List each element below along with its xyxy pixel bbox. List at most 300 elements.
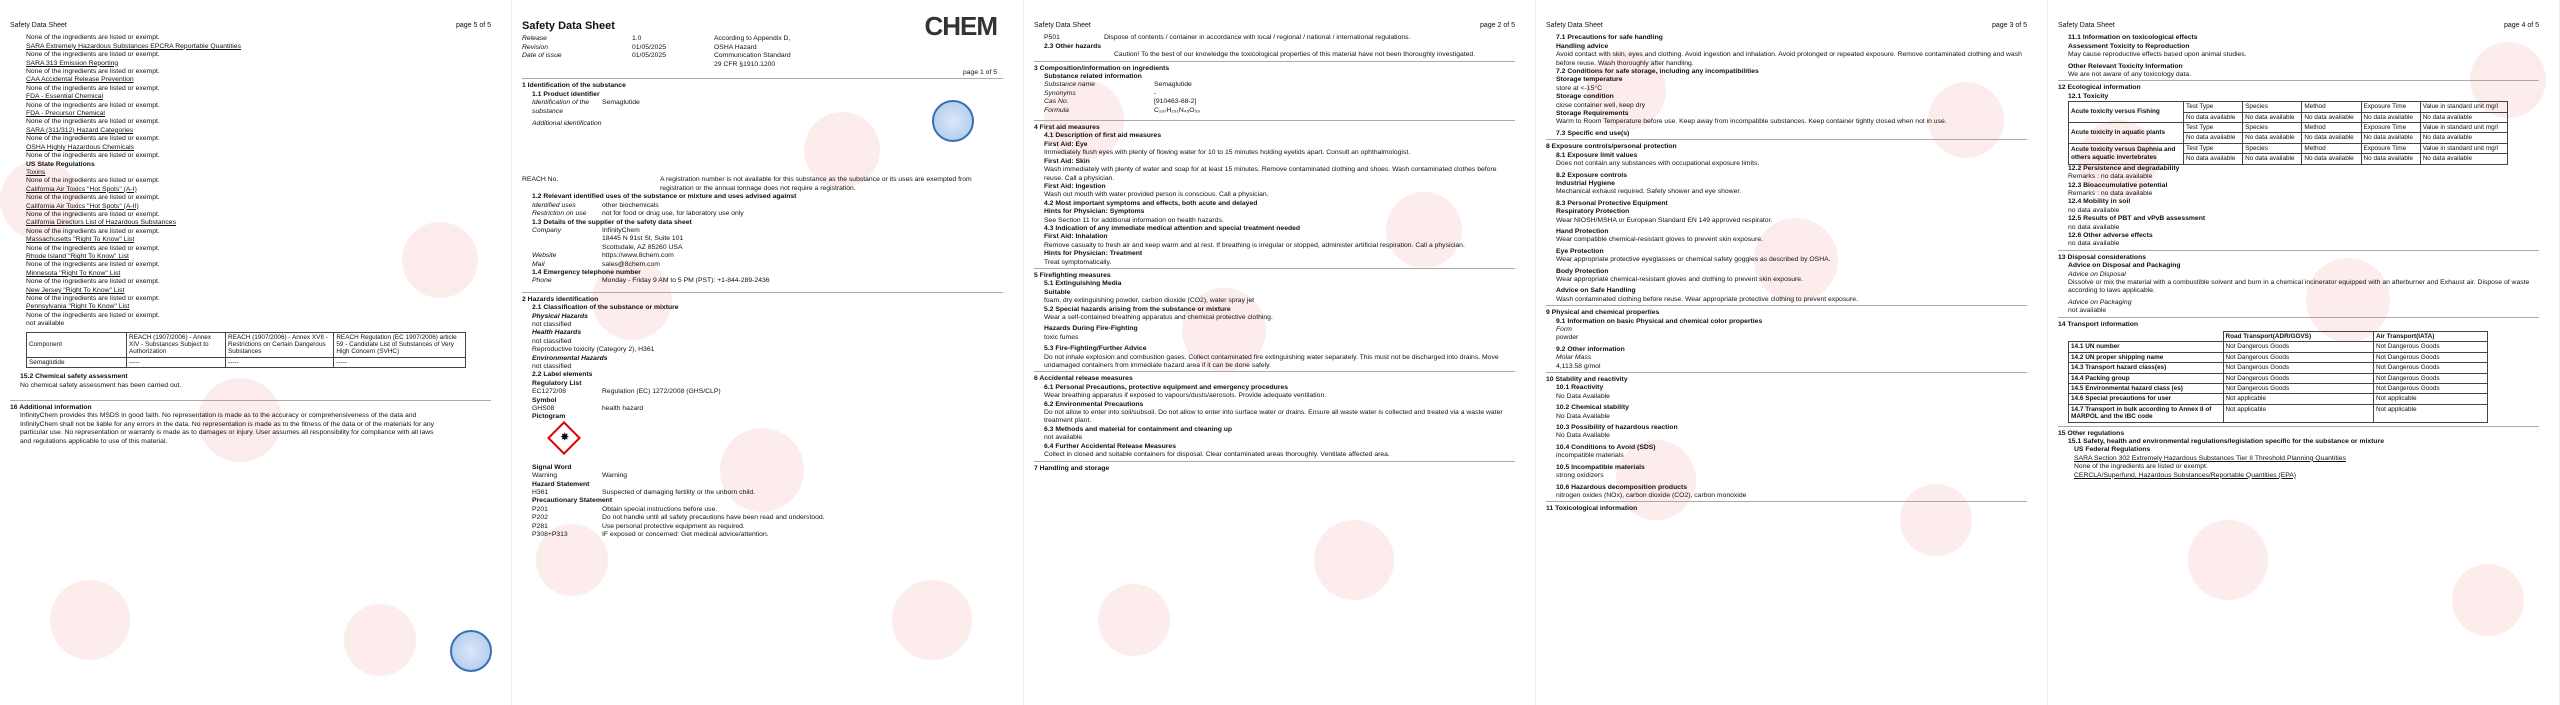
subsection-heading: 8.2 Exposure controls — [1556, 171, 1628, 179]
regulation-link[interactable]: California Directors List of Hazardous Substances — [26, 219, 176, 227]
table-cell: Not applicable — [2223, 394, 2374, 404]
field-value: close container well, keep dry — [1556, 101, 1646, 109]
field-label: Hand Protection — [1556, 227, 1609, 235]
table-cell: Not applicable — [2223, 404, 2374, 422]
company-seal-icon — [450, 630, 492, 672]
field-label: Hazard Statement — [532, 480, 590, 488]
table-cell: No data available — [2361, 133, 2420, 143]
table-row — [2069, 384, 2488, 394]
section-heading: 15 Other regulations — [2058, 429, 2125, 437]
list-item: None of the ingredients are listed or exempt. — [26, 152, 160, 160]
section-heading: 10 Stability and reactivity — [1546, 376, 1628, 384]
field-label: First Aid: Skin — [1044, 157, 1090, 165]
subsection-heading: 9.2 Other information — [1556, 345, 1625, 353]
table-header-cell: Method — [2302, 143, 2361, 153]
table-row — [2069, 363, 2488, 373]
substance-name: Semaglutide — [602, 99, 640, 107]
subsection-heading: 6.4 Further Accidental Release Measures — [1044, 442, 1176, 450]
table-cell: No data available — [2243, 112, 2302, 122]
cas-number: [910463-68-2] — [1154, 98, 1197, 106]
field-label: Substance name — [1044, 81, 1096, 89]
page-number: page 4 of 5 — [2503, 22, 2539, 29]
table-row-label: 14.6 Special precautions for user — [2069, 394, 2224, 404]
field-label: Cas No. — [1044, 98, 1069, 106]
list-item: None of the ingredients are listed or exempt. — [26, 244, 160, 252]
field-value: Regulation (EC) 1272/2008 (GHS/CLP) — [602, 388, 721, 396]
table-cell: Not Dangerous Goods — [2374, 363, 2488, 373]
subsection-heading: 4.3 Indication of any immediate medical attention and special treatment needed — [1044, 224, 1301, 232]
field-value: See Section 11 for additional information on health hazards. — [1044, 216, 1224, 224]
field-value: Wash immediately with plenty of water and soap for at least 15 minutes. Remove contaminated clothing and shoes. Wash contaminated clothes before reuse. Call a physician. — [1044, 166, 1497, 182]
page-number: page 5 of 5 — [455, 22, 491, 29]
field-label: Hints for Physician: Symptoms — [1044, 208, 1145, 216]
field-value: May cause reproductive effects based upon animal studies. — [2068, 51, 2247, 59]
subsection-heading: 7.2 Conditions for safe storage, including any incompatibilities — [1556, 68, 1759, 76]
hazard-value: Reproductive toxicity (Category 2), H361 — [532, 346, 655, 354]
list-item: None of the ingredients are listed or exempt. — [26, 210, 160, 218]
reach-text: A registration number is not available for this substance as the substance or its uses are exempted from registration or the annual tonnage does not require a registration. — [660, 176, 972, 192]
table-header-cell: Component — [27, 332, 127, 357]
subsection-heading: 2.1 Classification of the substance or mixture — [532, 304, 679, 312]
header-title: Safety Data Sheet — [10, 22, 67, 29]
field-label: Website — [532, 252, 557, 260]
field-value: toxic fumes — [1044, 333, 1079, 341]
transport-table — [2068, 331, 2488, 423]
subsection-heading: 12.3 Bioaccumulative potential — [2068, 181, 2168, 189]
field-value: Mechanical exhaust required. Safety shower and eye shower. — [1556, 188, 1742, 196]
regulation-note: According to Appendix D, — [714, 35, 791, 43]
field-value: Wash contaminated clothing before reuse. Wear appropriate protective clothing to prevent exposure. — [1556, 295, 1858, 303]
field-value: Collect in closed and suitable containers for disposal. Clear contaminated areas thoroughly. Ventilate affected area. — [1044, 451, 1390, 459]
field-label: Storage temperature — [1556, 76, 1623, 84]
regulation-link[interactable]: CERCLA/Superfund, Hazardous Substances/Reportable Quantities (EPA) — [2074, 471, 2297, 479]
table-row — [2069, 143, 2508, 153]
field-value: other biochemicals — [602, 201, 659, 209]
field-value: not available — [2068, 307, 2107, 315]
field-label: Assessment Toxicity to Reproduction — [2068, 42, 2190, 50]
statement-code: P501 — [1044, 34, 1060, 42]
section-heading: 1 Identification of the substance — [522, 82, 626, 90]
release-label: Release — [522, 35, 547, 43]
subsection-heading: 15.1 Safety, health and environmental regulations/legislation specific for the substance or mixture — [2068, 438, 2385, 446]
header-title: Safety Data Sheet — [2058, 22, 2115, 29]
table-header-cell: Species — [2243, 143, 2302, 153]
section-heading: 13 Disposal considerations — [2058, 253, 2147, 261]
subsection-heading: 4.2 Most important symptoms and effects, both acute and delayed — [1044, 199, 1258, 207]
table-cell: Not applicable — [2374, 394, 2488, 404]
table-cell: No data available — [2184, 154, 2243, 164]
hazard-category: Health Hazards — [532, 329, 582, 337]
field-label: Respiratory Protection — [1556, 208, 1630, 216]
field-value: Treat symptomatically. — [1044, 258, 1112, 266]
field-value: no data available — [2068, 206, 2120, 214]
issue-value: 01/05/2025 — [632, 52, 667, 60]
table-cell: Not Dangerous Goods — [2374, 352, 2488, 362]
table-cell: No data available — [2302, 154, 2361, 164]
field-label: Synonyms — [1044, 89, 1076, 97]
company-name: InfinityChem — [602, 226, 640, 234]
table-header-cell: Method — [2302, 102, 2361, 112]
subsection-heading: 12.1 Toxicity — [2068, 92, 2109, 100]
federal-regulation-list — [26, 34, 491, 328]
subsection-heading: 2.3 Other hazards — [1044, 42, 1102, 50]
table-header-cell: Species — [2243, 123, 2302, 133]
table-row — [27, 332, 466, 357]
table-cell: Not Dangerous Goods — [2223, 352, 2374, 362]
field-value: - — [1154, 89, 1157, 97]
table-header-cell: Exposure Time — [2361, 143, 2420, 153]
subsection-heading: 10.6 Hazardous decomposition products — [1556, 483, 1688, 491]
subsection-heading: 10.4 Conditions to Avoid (SDS) — [1556, 443, 1656, 451]
section-heading: 3 Composition/information on ingredients — [1034, 64, 1170, 72]
field-value: strong oxidizers — [1556, 472, 1604, 480]
regulation-link[interactable]: FDA - Essential Chemical — [26, 93, 104, 101]
field-value: Remarks : no data available — [2068, 189, 2153, 197]
field-label: First Aid: Eye — [1044, 140, 1088, 148]
subsection-heading: 12.6 Other adverse effects — [2068, 231, 2153, 239]
table-cell: No data available — [2184, 112, 2243, 122]
table-cell: Not Dangerous Goods — [2223, 384, 2374, 394]
email-link[interactable]: sales@8chem.com — [602, 260, 660, 268]
field-label: Pictogram — [532, 413, 566, 421]
subsection-heading: Substance related information — [1044, 73, 1142, 81]
regulation-link[interactable]: Rhode Island "Right To Know" List — [26, 252, 129, 260]
field-label: Warning — [532, 472, 558, 480]
hazard-value: not classified — [532, 337, 572, 345]
table-row-label: 14.2 UN proper shipping name — [2069, 352, 2224, 362]
subsection-heading: 10.3 Possibility of hazardous reaction — [1556, 424, 1678, 432]
field-label: Other Relevant Toxicity Information — [2068, 62, 2183, 70]
table-row-label: 14.1 UN number — [2069, 342, 2224, 352]
company-address: 18445 N 91st St, Suite 101 — [602, 235, 684, 243]
table-cell: ----- — [334, 357, 466, 367]
field-label: GHS08 — [532, 405, 555, 413]
table-cell: No data available — [2420, 112, 2507, 122]
field-label: Storage condition — [1556, 93, 1614, 101]
regulation-link[interactable]: California Air Toxics "Hot Spots" (A-II) — [26, 202, 139, 210]
field-label: Mail — [532, 260, 545, 268]
table-cell: ----- — [127, 357, 226, 367]
field-label: REACH No. — [522, 176, 559, 184]
table-cell: No data available — [2361, 154, 2420, 164]
subsection-heading: 6.3 Methods and material for containment and cleaning up — [1044, 425, 1233, 433]
company-address: Scottsdale, AZ 85260 USA — [602, 243, 683, 251]
issue-label: Date of issue — [522, 52, 562, 60]
list-item: None of the ingredients are listed or exempt. — [26, 227, 160, 235]
signal-word: Warning — [602, 472, 628, 480]
table-header-cell: REACH (1907/2006) - Annex XVII - Restrictions on Certain Dangerous Substances — [226, 332, 334, 357]
table-cell: No data available — [2243, 154, 2302, 164]
table-row — [2069, 332, 2488, 342]
subsection-heading: 12.2 Persistence and degradability — [2068, 164, 2180, 172]
table-cell: No data available — [2243, 133, 2302, 143]
field-value: powder — [1556, 334, 1579, 342]
hazard-value: not classified — [532, 363, 572, 370]
subsection-heading: 8.3 Personal Protective Equipment — [1556, 199, 1668, 207]
table-row — [2069, 102, 2508, 112]
regulation-note: OSHA Hazard — [714, 43, 757, 51]
regulation-link[interactable]: Minnesota "Right To Know" List — [26, 269, 121, 277]
table-cell: No data available — [2420, 154, 2507, 164]
subsection-heading: 6.1 Personal Precautions, protective equipment and emergency procedures — [1044, 383, 1289, 391]
subsection-heading: 7.3 Specific end use(s) — [1556, 129, 1630, 137]
list-item: None of the ingredients are listed or exempt. — [26, 34, 160, 42]
subsection-heading: 8.1 Exposure limit values — [1556, 151, 1638, 159]
table-cell: Not Dangerous Goods — [2223, 373, 2374, 383]
sds-page-1 — [512, 0, 1024, 705]
list-item: None of the ingredients are listed or exempt. — [26, 101, 160, 109]
field-label: Hazards During Fire-Fighting — [1044, 325, 1138, 333]
field-label: Company — [532, 226, 562, 234]
table-row — [2069, 373, 2488, 383]
field-value: Avoid contact with skin, eyes and clothing. Avoid ingestion and inhalation. Avoid prolonged or repeated exposure. Remove contaminated clothing and wash before reuse. Wash thoroughly after handling. — [1556, 51, 2022, 67]
table-header-cell: Test Type — [2184, 123, 2243, 133]
table-cell: Not Dangerous Goods — [2374, 384, 2488, 394]
table-row-label: Acute toxicity versus Fishing — [2069, 102, 2184, 123]
field-label: US State Regulations — [26, 160, 95, 168]
section-heading: 11 Toxicological information — [1546, 505, 1638, 513]
table-header-cell: Method — [2302, 123, 2361, 133]
table-row-label: 14.3 Transport hazard class(es) — [2069, 363, 2224, 373]
statement-text: Dispose of contents / container in accordance with local / regional / national / international regulations. — [1104, 34, 1411, 42]
field-label: Storage Requirements — [1556, 110, 1629, 118]
table-header-cell: REACH Regulation (EC 1907/2006) article 59 - Candidate List of Substances of Very High Concern (SVHC) — [334, 332, 466, 357]
table-row-label: 14.4 Packing group — [2069, 373, 2224, 383]
field-label: First Aid: Ingestion — [1044, 182, 1106, 190]
field-label: Precautionary Statement — [532, 497, 613, 505]
statement-text: Obtain special instructions before use. — [602, 505, 718, 513]
phone-number: Monday - Friday 9 AM to 5 PM (PST): +1-844-289-2436 — [602, 277, 770, 285]
page-number: page 1 of 5 — [962, 69, 997, 77]
table-row — [2069, 352, 2488, 362]
field-label: Identified uses — [532, 201, 576, 209]
table-header-cell: Air Transport(IATA) — [2374, 332, 2488, 342]
field-value: No chemical safety assessment has been carried out. — [20, 381, 182, 389]
field-value: Semaglutide — [1154, 81, 1192, 89]
statement-text: Use personal protective equipment as required. — [602, 522, 745, 530]
header-title: Safety Data Sheet — [1034, 22, 1091, 29]
section-heading: 6 Accidental release measures — [1034, 375, 1133, 383]
field-label: Advice on Safe Handling — [1556, 287, 1636, 295]
field-label: Restriction on use — [532, 210, 587, 218]
table-cell: Not applicable — [2374, 404, 2488, 422]
regulation-link[interactable]: Pennsylvania "Right To Know" List — [26, 303, 130, 311]
list-item: None of the ingredients are listed or exempt. — [26, 194, 160, 202]
subsection-heading: 4.1 Description of first aid measures — [1044, 132, 1162, 140]
statement-code: H361 — [532, 489, 549, 497]
field-value: nitrogen oxides (NOx), carbon dioxide (CO2), carbon monoxide — [1556, 491, 1747, 499]
table-header-cell: Test Type — [2184, 102, 2243, 112]
chem-logo: CHEM — [924, 11, 997, 41]
table-header-cell: Exposure Time — [2361, 123, 2420, 133]
subsection-heading: 9.1 Information on basic Physical and chemical color properties — [1556, 317, 1763, 325]
page-title: Safety Data Sheet — [522, 20, 615, 32]
subsection-heading: 15.2 Chemical safety assessment — [20, 373, 128, 381]
subsection-heading: 1.1 Product identifier — [532, 90, 600, 98]
field-label: EC1272/08 — [532, 388, 567, 396]
section-heading: 16 Additional information — [10, 404, 92, 412]
section-heading: 7 Handling and storage — [1034, 464, 1110, 472]
field-value: not for food or drug use, for laboratory use only — [602, 210, 744, 218]
regulation-link[interactable]: SARA (311/312) Hazard Categories — [26, 126, 134, 134]
table-row — [2069, 123, 2508, 133]
field-value: not available — [1044, 434, 1083, 442]
table-row-label: Acute toxicity in aquatic plants — [2069, 123, 2184, 144]
field-label: Body Protection — [1556, 267, 1609, 275]
list-item: None of the ingredients are listed or exempt. — [26, 295, 160, 302]
subsection-heading: 5.2 Special hazards arising from the substance or mixture — [1044, 305, 1231, 313]
reach-table — [26, 332, 466, 369]
list-item: None of the ingredients are listed or exempt. — [26, 84, 160, 92]
field-value: health hazard — [602, 405, 644, 413]
field-label: Form — [1556, 326, 1572, 333]
table-header-cell — [2069, 332, 2224, 342]
table-cell: No data available — [2420, 133, 2507, 143]
section-heading: 14 Transport information — [2058, 320, 2139, 328]
disclaimer-text: InfinityChem provides this MSDS in good faith. No representation is made as to the accuracy or comprehensiveness of the data and InfinityChem shall not be liable for any errors in the data. No representation is made as to the fitness of the data or of the materials for any particular use. No representation or warranty is made as to damages or injury. User assumes all responsibility for compliance with all laws and regulations applicable to use of this material. — [20, 412, 435, 445]
table-row-label: Acute toxicity versus Daphnia and others aquatic invertebrates — [2069, 143, 2184, 164]
field-label: Industrial Hygiene — [1556, 179, 1615, 187]
field-label: Advice on Disposal — [2068, 270, 2126, 278]
field-value: store at <-15°C — [1556, 84, 1602, 92]
health-hazard-pictogram-icon: ✸ — [547, 421, 581, 455]
table-header-cell: Test Type — [2184, 143, 2243, 153]
field-label: Regulatory List — [532, 379, 582, 387]
field-value: Immediately flush eyes with plenty of flowing water for 10 to 15 minutes holding eyelids apart. Consult an ophthalmologist. — [1044, 149, 1411, 157]
subsection-heading: 12.5 Results of PBT and vPvB assessment — [2068, 215, 2206, 223]
regulation-note: Communication Standard — [714, 52, 791, 60]
revision-value: 01/05/2025 — [632, 43, 667, 51]
table-cell: Not Dangerous Goods — [2223, 342, 2374, 352]
field-label: Molar Mass — [1556, 354, 1592, 362]
field-value: Remove casualty to fresh air and keep warm and at rest. If breathing is irregular or stopped, administer artificial respiration. Call a physician. — [1044, 241, 1465, 249]
field-label: Phone — [532, 277, 552, 285]
table-header-cell: Exposure Time — [2361, 102, 2420, 112]
subsection-heading: 5.1 Extinguishing Media — [1044, 280, 1122, 288]
table-cell: No data available — [2302, 112, 2361, 122]
field-label: Additional identification — [532, 120, 602, 128]
field-value: no data available — [2068, 240, 2120, 248]
field-value: Wear breathing apparatus if exposed to vapours/dusts/aerosols. Provide adequate ventilation. — [1044, 392, 1327, 400]
table-row — [2069, 394, 2488, 404]
field-value: Dissolve or mix the material with a combustible solvent and burn in a chemical incinerator equipped with an afterburner and Exhaust air. Dispose of waste according to laws applicable. — [2068, 278, 2530, 295]
field-label: Symbol — [532, 396, 557, 404]
website-link[interactable]: https://www.8chem.com — [602, 252, 674, 260]
field-label: Formula — [1044, 106, 1069, 114]
field-value: No Data Available — [1556, 392, 1610, 400]
table-header-cell: Species — [2243, 102, 2302, 112]
regulation-link[interactable]: SARA Extremely Hazardous Substances EPCRA Reportable Quantities — [26, 42, 241, 50]
page-number: page 3 of 5 — [1991, 22, 2027, 29]
table-row — [2069, 342, 2488, 352]
field-label: Signal Word — [532, 463, 572, 471]
statement-text: Do not handle until all safety precautions have been read and understood. — [602, 514, 825, 522]
regulation-link[interactable]: Massachusetts "Right To Know" List — [26, 236, 135, 244]
regulation-link[interactable]: FDA - Precursor Chemical — [26, 110, 105, 118]
list-item: None of the ingredients are listed or exempt. — [26, 118, 160, 126]
table-cell: Not Dangerous Goods — [2374, 342, 2488, 352]
field-value: Do not inhale explosion and combustion gases. Collect contaminated fire extinguishing water separately. This must not be discharged into drains. Move undamaged containers from immediate hazard area if it can be done safely. — [1044, 353, 1499, 370]
field-label: Identification of the substance — [532, 99, 590, 115]
regulation-link[interactable]: CAA Accidental Release Prevention — [26, 76, 134, 84]
regulation-link[interactable]: California Air Toxics "Hot Spots" (A-I) — [26, 185, 137, 193]
field-value: Caution! To the best of our knowledge the toxicological properties of this material have not been thoroughly investigated. — [1114, 51, 1476, 59]
hazard-category: Environmental Hazards — [532, 354, 608, 362]
list-item: None of the ingredients are listed or exempt. — [26, 135, 160, 143]
field-value: Warm to Room Temperature before use. Keep away from incompatible substances. Keep container tightly closed when not in use. — [1556, 118, 1947, 126]
regulation-link[interactable]: New Jersey "Right To Know" List — [26, 286, 125, 294]
field-label: First Aid: Inhalation — [1044, 233, 1108, 241]
statement-text: Suspected of damaging fertility or the unborn child. — [602, 489, 756, 497]
regulation-link[interactable]: SARA Section 302 Extremely Hazardous Substances Tier II Threshold Planning Quantities — [2074, 454, 2346, 462]
release-value: 1.0 — [632, 35, 642, 43]
table-row — [2069, 404, 2488, 422]
subsection-heading: 1.3 Details of the supplier of the safety data sheet — [532, 218, 692, 226]
subsection-heading: 11.1 Information on toxicological effects — [2068, 34, 2198, 42]
sds-page-5 — [0, 0, 512, 705]
table-header-cell: REACH (1907/2006) - Annex XIV - Substances Subject to Authorization — [127, 332, 226, 357]
statement-code: P201 — [532, 505, 548, 513]
subsection-heading: Advice on Disposal and Packaging — [2068, 262, 2181, 270]
cfr-reference: 29 CFR §1910.1200 — [714, 60, 776, 68]
list-item: None of the ingredients are listed or exempt. — [26, 311, 160, 319]
regulation-link[interactable]: OSHA Highly Hazardous Chemicals — [26, 143, 135, 151]
field-value: Wear appropriate protective eyeglasses or chemical safety goggles as described by OSHA. — [1556, 256, 1831, 264]
subsection-heading: 5.3 Fire-Fighting/Further Advice — [1044, 345, 1147, 353]
section-heading: 12 Ecological information — [2058, 84, 2141, 92]
table-header-cell: Value in standard unit mg/l — [2420, 102, 2507, 112]
subsection-heading: 7.1 Precautions for safe handling — [1556, 34, 1663, 42]
field-value: No Data Available — [1556, 432, 1610, 440]
header-title: Safety Data Sheet — [1546, 22, 1603, 29]
field-value: foam, dry extinguishing powder, carbon dioxide (CO2), water spray jet — [1044, 297, 1255, 305]
table-cell: No data available — [2361, 112, 2420, 122]
subsection-heading: 1.4 Emergency telephone number — [532, 268, 641, 276]
section-heading: 8 Exposure controls/personal protection — [1546, 143, 1677, 151]
molar-mass: 4,113.58 g/mol — [1556, 362, 1601, 370]
statement-code: P281 — [532, 522, 548, 530]
sds-page-4 — [2048, 0, 2560, 705]
table-cell: Not Dangerous Goods — [2374, 373, 2488, 383]
field-label: US Federal Regulations — [2074, 446, 2151, 454]
table-cell: Semaglutide — [27, 357, 127, 367]
field-label: Advice on Packaging — [2068, 298, 2132, 306]
field-value: Wash out mouth with water provided person is conscious. Call a physician. — [1044, 191, 1269, 199]
table-cell: No data available — [2302, 133, 2361, 143]
field-value: Do not allow to enter into soil/subsoil. Do not allow to enter into surface water or drains. Ensure all waste water is collected and treated via a waste water treatment plant. — [1044, 409, 1503, 425]
statement-code: P202 — [532, 514, 548, 522]
table-header-cell: Road Transport(ADR/GGVS) — [2223, 332, 2374, 342]
toxicity-table — [2068, 101, 2508, 164]
statement-code: P308+P313 — [532, 531, 568, 539]
page-number: page 2 of 5 — [1479, 22, 1515, 29]
table-row — [27, 357, 466, 367]
table-header-cell: Value in standard unit mg/l — [2420, 123, 2507, 133]
molecular-formula: C₁₈₇H₂₉₁N₄₅O₅₉ — [1154, 106, 1201, 114]
regulation-link[interactable]: Toxins — [26, 168, 46, 176]
field-value: Remarks : no data available — [2068, 173, 2153, 181]
subsection-heading: 10.2 Chemical stability — [1556, 404, 1629, 412]
table-row-label: 14.7 Transport in bulk according to Annex II of MARPOL and the IBC code — [2069, 404, 2224, 422]
field-label: Suitable — [1044, 288, 1071, 296]
table-cell: ----- — [226, 357, 334, 367]
revision-label: Revision — [522, 43, 549, 51]
field-value: None of the ingredients are listed or exempt. — [2074, 463, 2208, 471]
regulation-link[interactable]: SARA 313 Emission Reporting — [26, 59, 119, 67]
sds-page-3 — [1536, 0, 2048, 705]
field-value: incompatible materials — [1556, 452, 1624, 460]
field-value: Wear compatible chemical-resistant gloves to prevent skin exposure. — [1556, 236, 1763, 244]
